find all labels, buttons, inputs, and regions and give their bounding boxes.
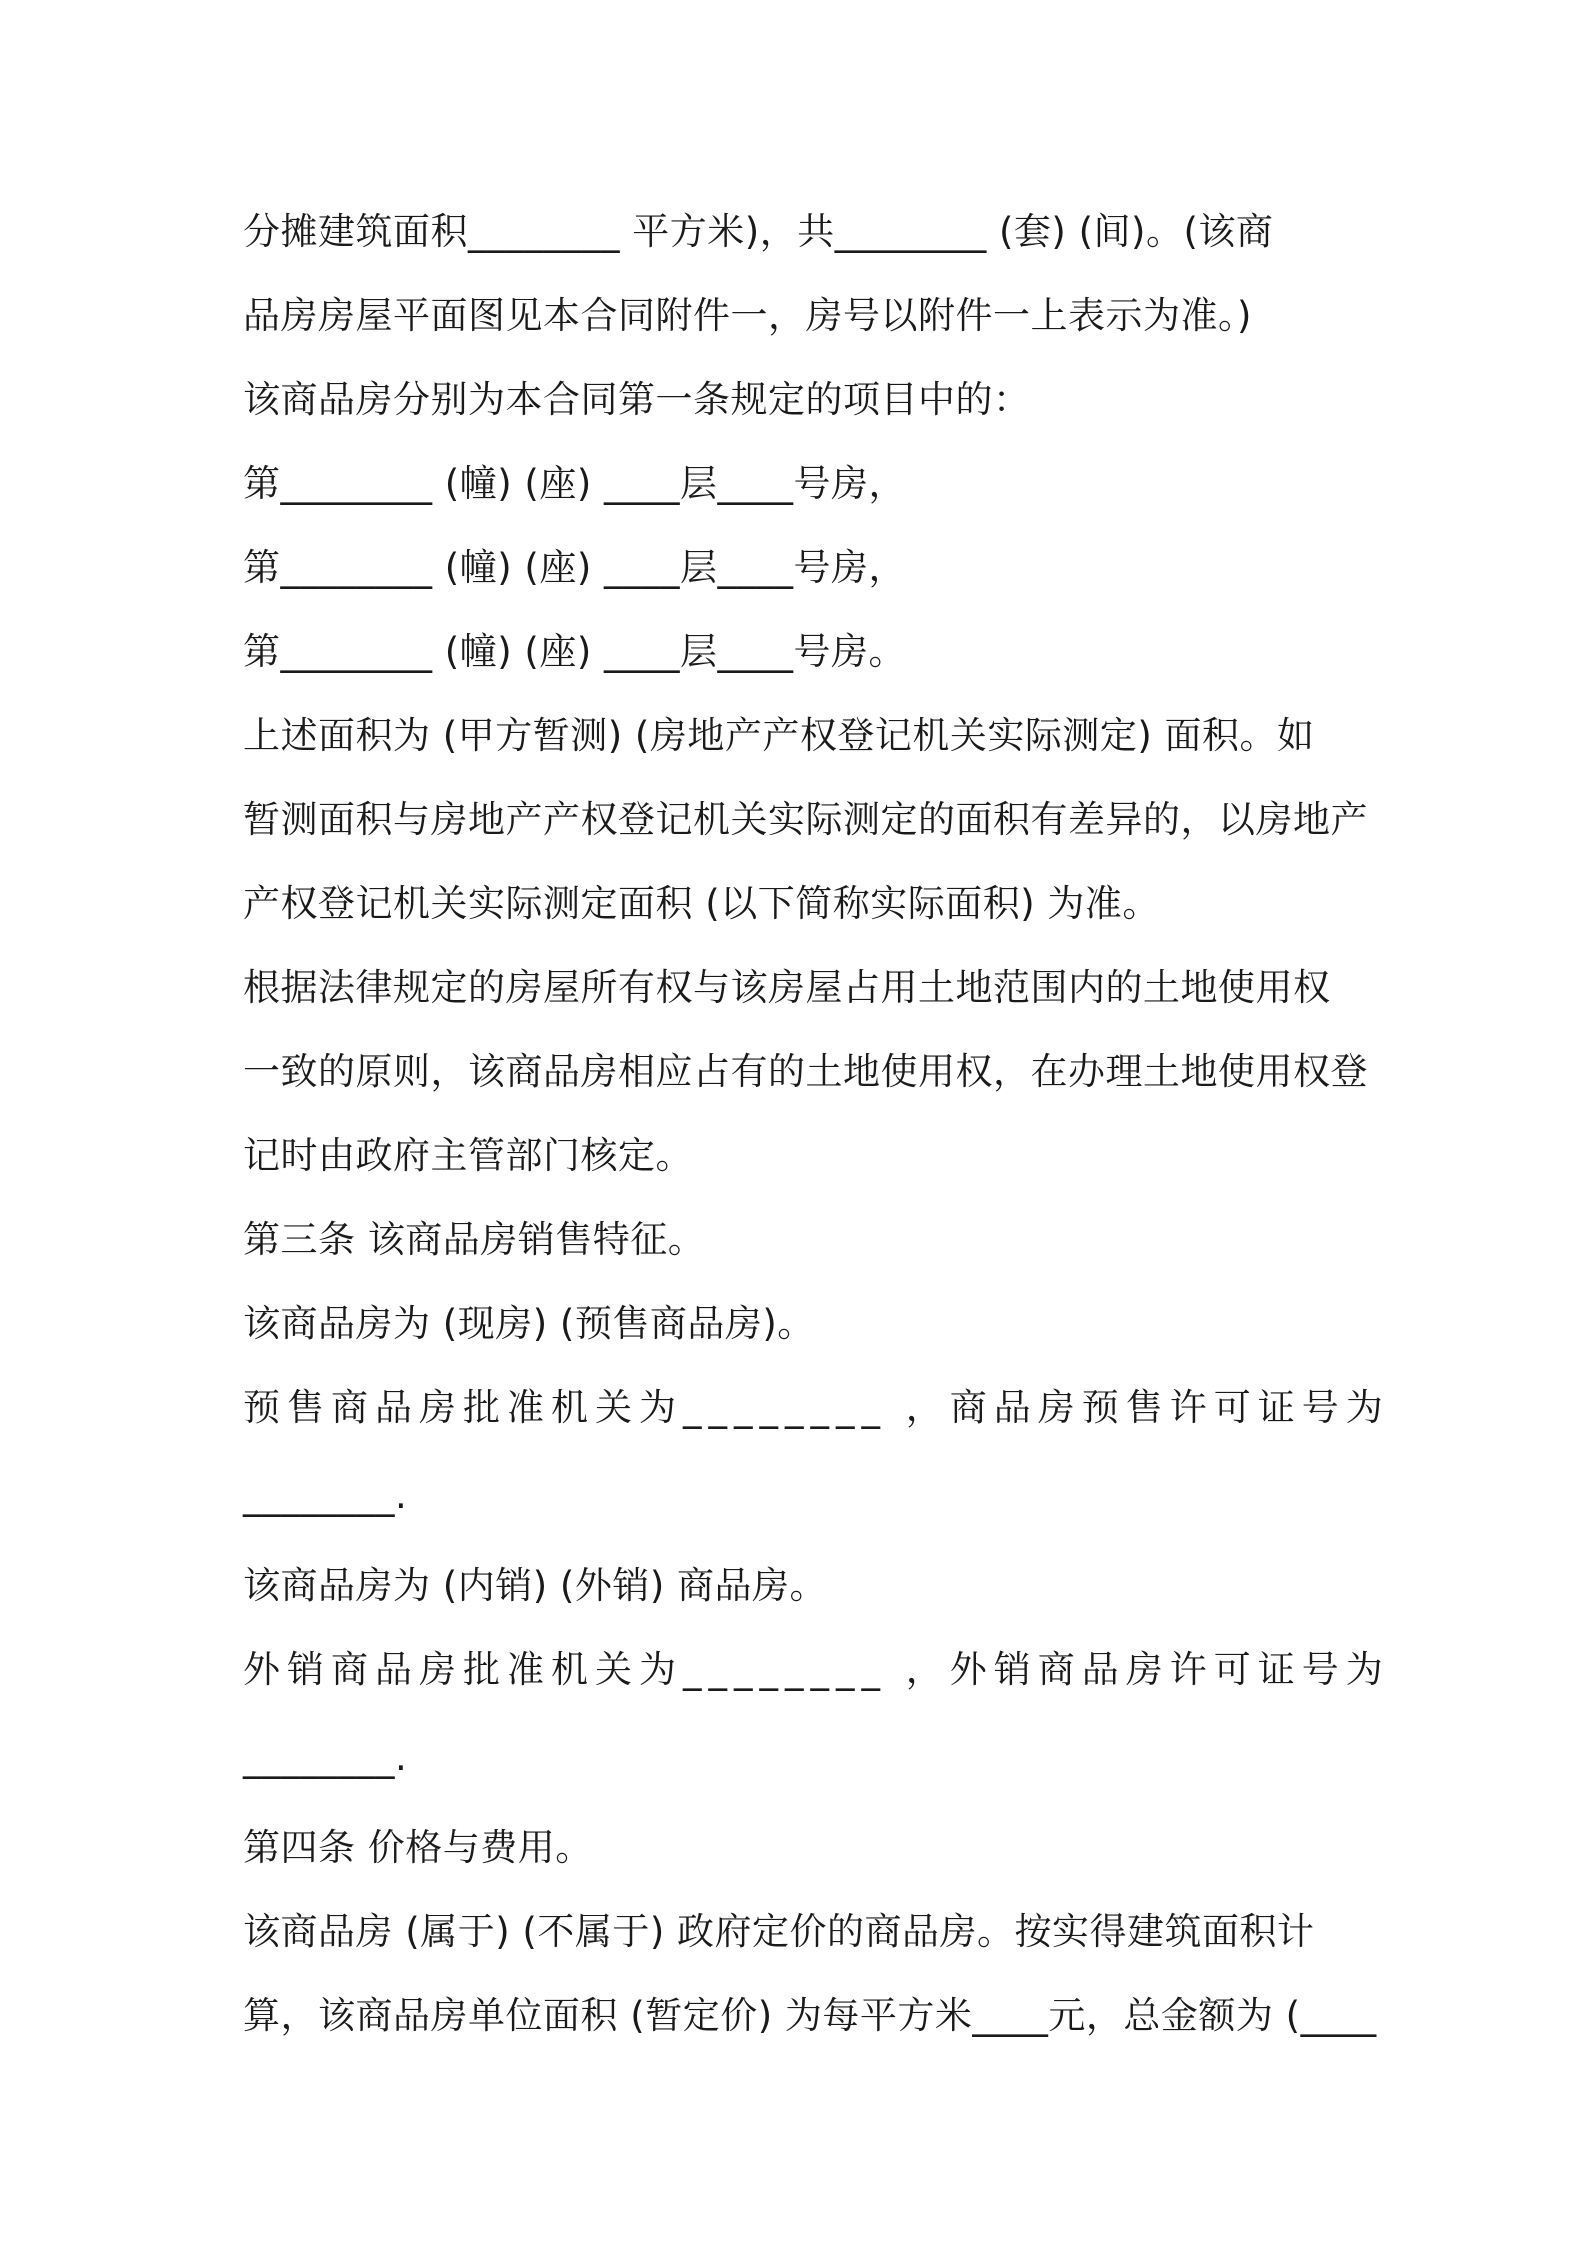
- text-line: 产权登记机关实际测定面积 (以下简称实际面积) 为准。: [243, 882, 1160, 925]
- text-line: 暂测面积与房地产产权登记机关实际测定的面积有差异的，以房地产: [243, 798, 1368, 841]
- text-line: 该商品房 (属于) (不属于) 政府定价的商品房。按实得建筑面积计: [243, 1910, 1315, 1953]
- text-line: 品房房屋平面图见本合同附件一，房号以附件一上表示为准。): [243, 294, 1252, 337]
- text-line: 算，该商品房单位面积 (暂定价) 为每平方米____元，总金额为 (____: [243, 1994, 1377, 2037]
- text-line: 根据法律规定的房屋所有权与该房屋占用土地范围内的土地使用权: [243, 966, 1331, 1009]
- text-line: 第________ (幢) (座) ____层____号房，: [243, 546, 907, 589]
- text-line: 外销商品房批准机关为________ ，外销商品房许可证号为: [243, 1648, 1390, 1691]
- text-line: 第________ (幢) (座) ____层____号房，: [243, 462, 907, 505]
- text-line: 该商品房分别为本合同第一条规定的项目中的：: [243, 378, 1031, 421]
- section-heading: 第四条 价格与费用。: [243, 1826, 593, 1869]
- text-line: 预售商品房批准机关为________ ，商品房预售许可证号为: [243, 1386, 1390, 1429]
- fill-in-blank: ________.: [243, 1474, 408, 1517]
- section-heading: 第三条 该商品房销售特征。: [243, 1218, 706, 1261]
- text-line: 一致的原则，该商品房相应占有的土地使用权，在办理土地使用权登: [243, 1050, 1368, 1093]
- text-line: 记时由政府主管部门核定。: [243, 1134, 693, 1177]
- text-line: 该商品房为 (现房) (预售商品房)。: [243, 1302, 815, 1345]
- fill-in-blank: ________.: [243, 1736, 408, 1779]
- text-line: 第________ (幢) (座) ____层____号房。: [243, 630, 907, 673]
- document-body: [243, 190, 1390, 2058]
- text-line: 分摊建筑面积________ 平方米)，共________ (套) (间)。(该商: [243, 210, 1274, 253]
- text-line: 上述面积为 (甲方暂测) (房地产产权登记机关实际测定) 面积。如: [243, 714, 1315, 757]
- text-line: 该商品房为 (内销) (外销) 商品房。: [243, 1564, 828, 1607]
